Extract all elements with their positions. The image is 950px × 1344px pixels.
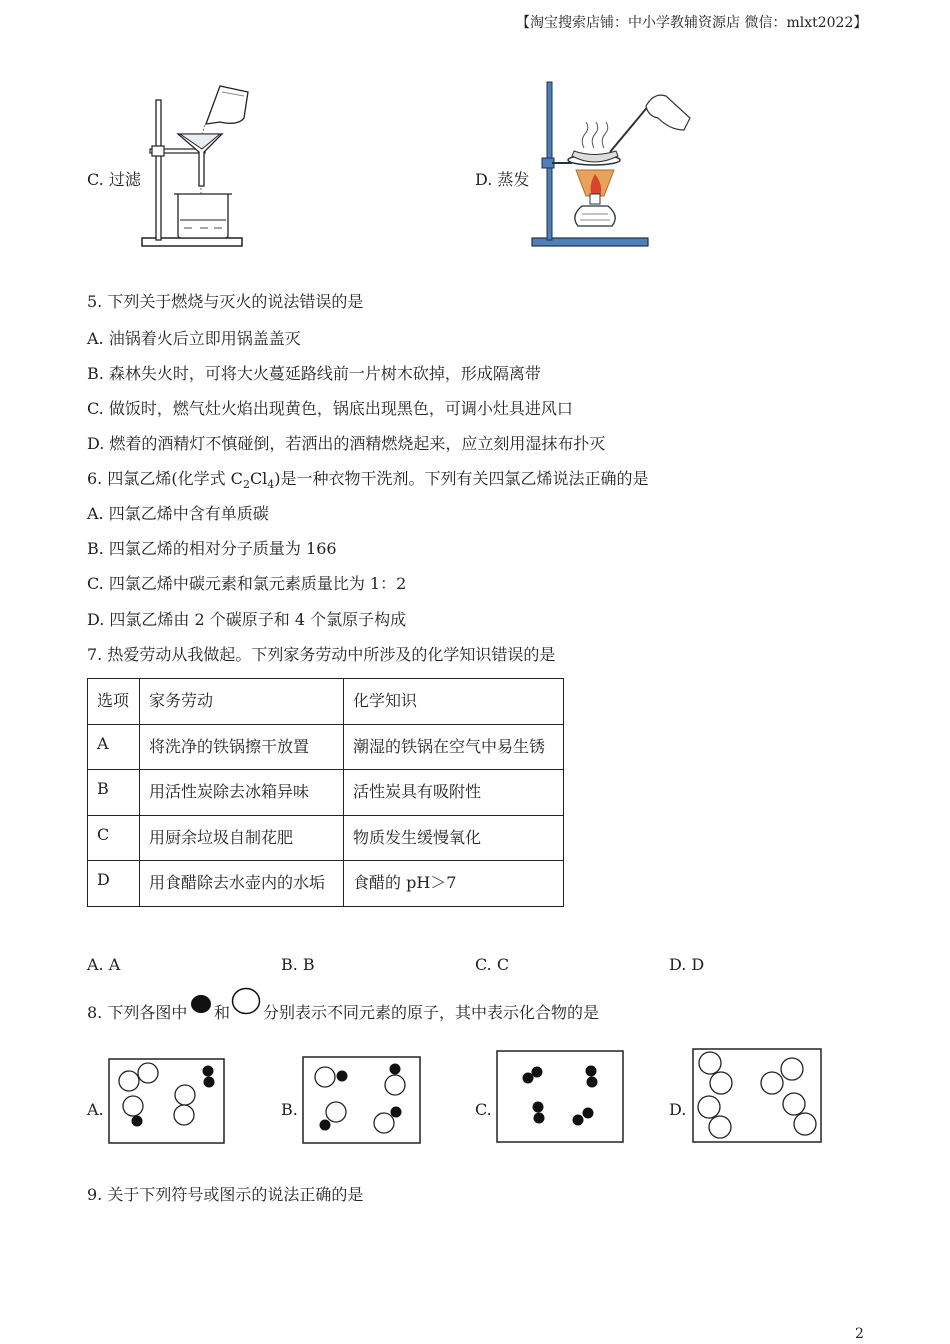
table-cell: C xyxy=(88,815,140,861)
particle-box-c xyxy=(496,1050,626,1145)
table-header-cell: 化学知识 xyxy=(344,679,564,725)
table-row xyxy=(88,815,564,861)
table-cell: A xyxy=(88,724,140,770)
black-atom-icon xyxy=(190,994,212,1014)
page-number: 2 xyxy=(855,1326,864,1342)
evaporation-illustration xyxy=(530,78,700,253)
q6-stem: 6. 四氯乙烯(化学式 $C_2Cl_4$)是一种衣物干洗剂。下列有关四氯乙烯说法正确的是 xyxy=(87,469,649,492)
q6-option-c: C. 四氯乙烯中碳元素和氯元素质量比为 1：2 xyxy=(87,574,407,593)
table-header-cell: 选项 xyxy=(88,679,140,725)
q5-option-c: C. 做饭时，燃气灶火焰出现黄色，锅底出现黑色，可调小灶具进风口 xyxy=(87,399,573,418)
particle-box-d xyxy=(692,1048,824,1145)
table-header-cell: 家务劳动 xyxy=(140,679,344,725)
q8-label-c: C. xyxy=(475,1100,492,1119)
filtration-illustration xyxy=(140,78,255,253)
q4-option-d: D. 蒸发 xyxy=(475,170,530,189)
q8-label-b: B. xyxy=(281,1100,298,1119)
q7-option-a: A. A xyxy=(87,955,121,974)
table-cell: 将洗净的铁锅擦干放置 xyxy=(140,724,344,770)
q9-stem: 9. 关于下列符号或图示的说法正确的是 xyxy=(87,1185,364,1204)
q8-label-d: D. xyxy=(669,1100,687,1119)
q7-option-b: B. B xyxy=(281,955,315,974)
table-cell: B xyxy=(88,770,140,816)
table-row xyxy=(88,861,564,907)
table-cell: 用食醋除去水壶内的水垢 xyxy=(140,861,344,907)
q5-option-a: A. 油锅着火后立即用锅盖盖灭 xyxy=(87,329,301,348)
q8-stem-end: 分别表示不同元素的原子，其中表示化合物的是 xyxy=(263,1003,600,1022)
q6-option-a: A. 四氯乙烯中含有单质碳 xyxy=(87,504,269,523)
q5-stem: 5. 下列关于燃烧与灭火的说法错误的是 xyxy=(87,292,364,311)
white-atom-icon xyxy=(231,987,261,1015)
table-cell: 食醋的 pH＞7 xyxy=(344,861,564,907)
table-cell: D xyxy=(88,861,140,907)
q4-option-c: C. 过滤 xyxy=(87,170,141,189)
q7-option-d: D. D xyxy=(669,955,705,974)
q5-option-b: B. 森林失火时，可将大火蔓延路线前一片树木砍掉，形成隔离带 xyxy=(87,364,541,383)
q6-option-d: D. 四氯乙烯由 2 个碳原子和 4 个氯原子构成 xyxy=(87,610,407,629)
q7-table xyxy=(87,678,564,907)
q8-stem-start: 8. 下列各图中 xyxy=(87,1003,188,1022)
page-header: 【淘宝搜索店铺：中小学教辅资源店 微信：mlxt2022】 xyxy=(516,15,868,31)
table-row xyxy=(88,724,564,770)
q7-option-c: C. C xyxy=(475,955,510,974)
table-header-row xyxy=(88,679,564,725)
particle-box-a xyxy=(108,1058,226,1145)
q8-and: 和 xyxy=(214,1003,231,1022)
q5-option-d: D. 燃着的酒精灯不慎碰倒，若洒出的酒精燃烧起来，应立刻用湿抹布扑灭 xyxy=(87,434,606,453)
q6-option-b: B. 四氯乙烯的相对分子质量为 166 xyxy=(87,539,337,558)
q8-label-a: A. xyxy=(87,1100,104,1119)
table-cell: 活性炭具有吸附性 xyxy=(344,770,564,816)
particle-box-b xyxy=(302,1056,422,1145)
table-cell: 潮湿的铁锅在空气中易生锈 xyxy=(344,724,564,770)
q7-stem: 7. 热爱劳动从我做起。下列家务劳动中所涉及的化学知识错误的是 xyxy=(87,645,556,664)
table-row xyxy=(88,770,564,816)
table-cell: 用厨余垃圾自制花肥 xyxy=(140,815,344,861)
table-cell: 物质发生缓慢氧化 xyxy=(344,815,564,861)
table-cell: 用活性炭除去冰箱异味 xyxy=(140,770,344,816)
